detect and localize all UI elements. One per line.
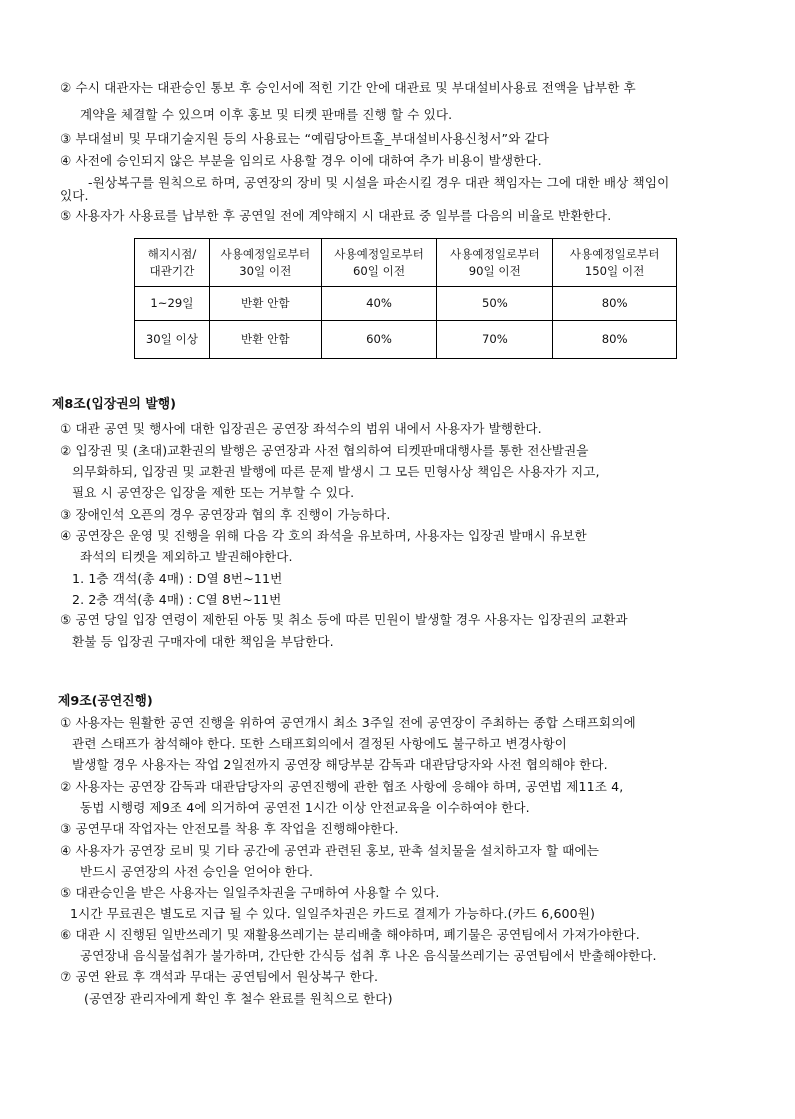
art5-item4: ④ 사전에 승인되지 않은 부분을 임의로 사용할 경우 이에 대하여 추가 비용이 발생한다. [60, 153, 542, 168]
art9-item5-line2: 1시간 무료권은 별도로 지급 될 수 있다. 일일주차권은 카드로 결제가 가능하다.(카드 6,600원) [70, 906, 596, 921]
table-header-row [135, 239, 677, 287]
article8-heading: 제8조(입장권의 발행) [52, 397, 176, 412]
art9-item4-line2: 반드시 공연장의 사전 승인을 얻어야 한다. [80, 864, 314, 879]
art5-item4-note: -원상복구를 원칙으로 하며, 공연장의 장비 및 시설을 파손시킬 경우 대관 책임자는 그에 대한 배상 책임이 [88, 175, 670, 190]
header-cell: 사용예정일로부터 30일 이전 [209, 239, 321, 287]
art8-item2-line1: ② 입장권 및 (초대)교환권의 발행은 공연장과 사전 협의하여 티켓판매대행사를 통한 전산발권을 [60, 443, 589, 458]
art5-item3: ③ 부대설비 및 무대기술지원 등의 사용료는 “예림당아트홀_부대설비사용신청서”와 같다 [60, 131, 550, 146]
table-cell: 60% [321, 321, 437, 359]
table-cell: 40% [321, 287, 437, 321]
art8-item3: ③ 장애인석 오픈의 경우 공연장과 협의 후 진행이 가능하다. [60, 507, 391, 522]
article9-heading: 제9조(공연진행) [58, 694, 153, 709]
art9-item1-line1: ① 사용자는 원활한 공연 진행을 위하여 공연개시 최소 3주일 전에 공연장이 주최하는 종합 스태프회의에 [60, 715, 636, 730]
art9-item7-line2: (공연장 관리자에게 확인 후 철수 완료를 원칙으로 한다) [84, 991, 393, 1006]
table-cell: 80% [553, 287, 677, 321]
table-cell: 1~29일 [135, 287, 210, 321]
table-row [135, 287, 677, 321]
header-cell: 사용예정일로부터 60일 이전 [321, 239, 437, 287]
art9-item6-line1: ⑥ 대관 시 진행된 일반쓰레기 및 재활용쓰레기는 분리배출 해야하며, 폐기물은 공연팀에서 가져가야한다. [60, 927, 640, 942]
header-cell: 사용예정일로부터 90일 이전 [437, 239, 553, 287]
art9-item7-line1: ⑦ 공연 완료 후 객석과 무대는 공연팀에서 원상복구 한다. [60, 969, 379, 984]
table-cell: 70% [437, 321, 553, 359]
art9-item4-line1: ④ 사용자가 공연장 로비 및 기타 공간에 공연과 관련된 홍보, 판촉 설치물을 설치하고자 할 때에는 [60, 843, 600, 858]
header-cell: 사용예정일로부터 150일 이전 [553, 239, 677, 287]
art9-item1-line3: 발생할 경우 사용자는 작업 2일전까지 공연장 해당부분 감독과 대관담당자와 사전 협의해야 한다. [72, 757, 608, 772]
table-cell: 30일 이상 [135, 321, 210, 359]
table-cell: 반환 안함 [209, 321, 321, 359]
art8-item1: ① 대관 공연 및 행사에 대한 입장권은 공연장 좌석수의 범위 내에서 사용자가 발행한다. [60, 421, 542, 436]
table-cell: 50% [437, 287, 553, 321]
art9-item5-line1: ⑤ 대관승인을 받은 사용자는 일일주차권을 구매하여 사용할 수 있다. [60, 885, 440, 900]
art8-seat-reserve-1: 1. 1층 객석(총 4매) : D열 8번~11번 [72, 571, 283, 586]
table-cell: 80% [553, 321, 677, 359]
art8-item5-line1: ⑤ 공연 당일 입장 연령이 제한된 아동 및 취소 등에 따른 민원이 발생할 경우 사용자는 입장권의 교환과 [60, 612, 628, 627]
art9-item2-line2: 동법 시행령 제9조 4에 의거하여 공연전 1시간 이상 안전교육을 이수하여야 한다. [80, 800, 530, 815]
art5-item4-note-cont: 있다. [60, 188, 89, 203]
header-cell: 해지시점/ 대관기간 [135, 239, 210, 287]
art8-item4-line2: 좌석의 티켓을 제외하고 발권해야한다. [80, 549, 293, 564]
art9-item1-line2: 관련 스태프가 참석해야 한다. 또한 스태프회의에서 결정된 사항에도 불구하고 변경사항이 [72, 736, 567, 751]
art8-item2-line3: 필요 시 공연장은 입장을 제한 또는 거부할 수 있다. [72, 485, 355, 500]
art5-item2-line1: ② 수시 대관자는 대관승인 통보 후 승인서에 적힌 기간 안에 대관료 및 부대설비사용료 전액을 납부한 후 [60, 80, 636, 95]
art5-item2-line2: 계약을 체결할 수 있으며 이후 홍보 및 티켓 판매를 진행 할 수 있다. [80, 107, 453, 122]
table-row [135, 321, 677, 359]
art8-item2-line2: 의무화하되, 입장권 및 교환권 발행에 따른 문제 발생시 그 모든 민형사상 책임은 사용자가 지고, [72, 464, 600, 479]
art9-item3: ③ 공연무대 작업자는 안전모를 착용 후 작업을 진행해야한다. [60, 821, 399, 836]
art5-item5: ⑤ 사용자가 사용료를 납부한 후 공연일 전에 계약해지 시 대관료 중 일부를 다음의 비율로 반환한다. [60, 208, 612, 223]
art8-item5-line2: 환불 등 입장권 구매자에 대한 책임을 부담한다. [72, 634, 334, 649]
art9-item6-line2: 공연장내 음식물섭취가 불가하며, 간단한 간식등 섭취 후 나온 음식물쓰레기는 공연팀에서 반출해야한다. [80, 948, 657, 963]
art8-seat-reserve-2: 2. 2층 객석(총 4매) : C열 8번~11번 [72, 592, 282, 607]
art9-item2-line1: ② 사용자는 공연장 감독과 대관담당자의 공연진행에 관한 협조 사항에 응해야 하며, 공연법 제11조 4, [60, 779, 624, 794]
refund-rate-table [134, 238, 677, 359]
table-cell: 반환 안함 [209, 287, 321, 321]
art8-item4-line1: ④ 공연장은 운영 및 진행을 위해 다음 각 호의 좌석을 유보하며, 사용자는 입장권 발매시 유보한 [60, 528, 587, 543]
